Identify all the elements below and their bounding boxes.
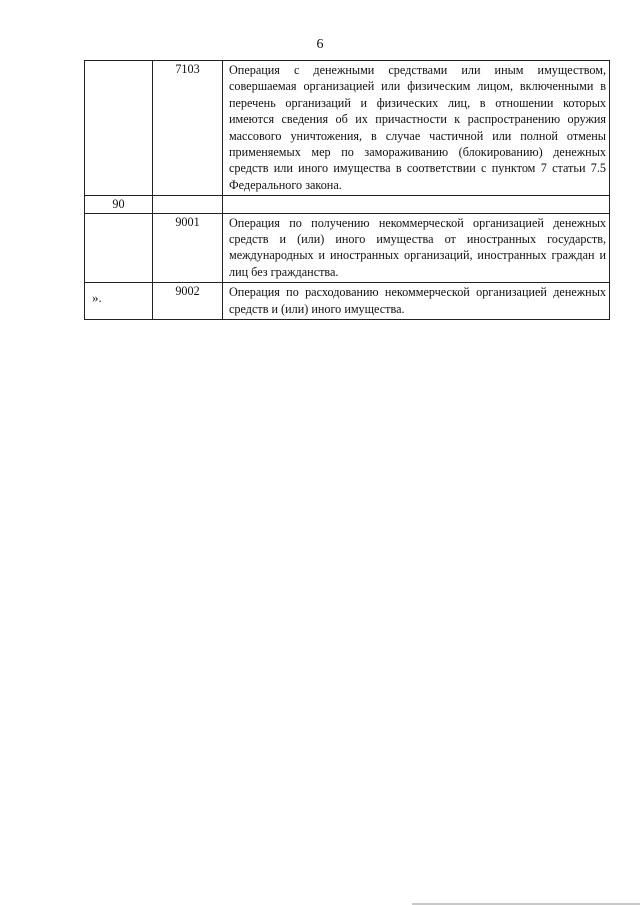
operation-code-cell: 7103 xyxy=(153,61,223,196)
group-code-cell xyxy=(85,213,153,283)
table-row xyxy=(85,61,610,196)
table-row xyxy=(85,213,610,283)
operation-code-cell: 9002 xyxy=(153,283,223,320)
operation-description-cell: Операция по расходованию некоммерческой организацией денежных средств и (или) иного имущества. xyxy=(223,283,610,320)
group-code-cell: 90 xyxy=(85,196,153,213)
table-row xyxy=(85,283,610,320)
closing-quote-mark: ». xyxy=(92,290,102,305)
operation-codes-table xyxy=(84,60,610,320)
table-row xyxy=(85,196,610,213)
operation-description-cell xyxy=(223,196,610,213)
operation-description-cell: Операция по получению некоммерческой организацией денежных средств и (или) иного имущества от иностранных государств, международных и иностранных организаций, иностранных граждан и лиц без гражданства. xyxy=(223,213,610,283)
page-number: 6 xyxy=(316,37,324,52)
operation-code-cell xyxy=(153,196,223,213)
operation-code-cell: 9001 xyxy=(153,213,223,283)
operation-description-cell: Операция с денежными средствами или иным имуществом, совершаемая организацией или физическим лицом, включенными в перечень организаций и физических лиц, в отношении которых имеются сведения об их причастности к распространению оружия массового уничтожения, в случае частичной или полной отмены применяемых мер по замораживанию (блокированию) денежных средств или иного имущества в соответствии с пунктом 7 статьи 7.5 Федерального закона. xyxy=(223,61,610,196)
group-code-cell xyxy=(85,61,153,196)
